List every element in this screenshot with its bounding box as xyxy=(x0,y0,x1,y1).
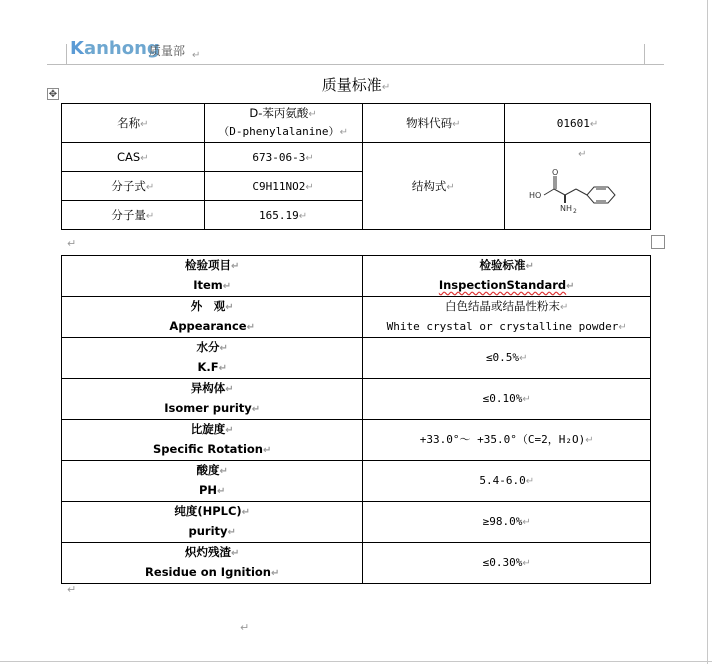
table-resize-handle-icon[interactable] xyxy=(651,235,665,249)
item-name-cell: 炽灼残渣↵ Residue on Ignition↵ xyxy=(62,543,363,584)
header-corner-left xyxy=(66,44,67,64)
code-value-cell: 01601↵ xyxy=(505,104,651,143)
cas-value-cell: 673-06-3↵ xyxy=(204,143,362,172)
amine-subscript: 2 xyxy=(572,208,577,215)
weight-value-cell: 165.19↵ xyxy=(204,201,362,230)
oxygen-label: O xyxy=(551,168,558,177)
item-standard-cell: +33.0°～ +35.0°（C=2，H₂O)↵ xyxy=(363,420,651,461)
material-info-table xyxy=(61,103,651,230)
structure-label-cell: 结构式↵ xyxy=(362,143,505,230)
structure-image-cell: ↵ O HO NH 2 xyxy=(505,143,651,230)
item-standard-cell: ≥98.0%↵ xyxy=(363,502,651,543)
paragraph-mark-icon: ↵ xyxy=(240,621,250,634)
paragraph-mark-icon: ↵ xyxy=(67,237,77,250)
weight-label-cell: 分子量↵ xyxy=(62,201,205,230)
company-logo: Kanhong xyxy=(70,38,160,59)
document-title: 质量标准↵ xyxy=(321,76,391,94)
paragraph-mark-icon: ↵ xyxy=(67,583,77,596)
amine-label: NH xyxy=(559,204,572,213)
header-corner-right xyxy=(644,44,645,64)
item-name-cell: 酸度↵ PH↵ xyxy=(62,461,363,502)
item-name-cell: 比旋度↵ Specific Rotation↵ xyxy=(62,420,363,461)
code-label-cell: 物料代码↵ xyxy=(362,104,505,143)
formula-value-cell: C9H11NO2↵ xyxy=(204,172,362,201)
name-value-cell: D-苯丙氨酸↵ （D-phenylalanine）↵ xyxy=(204,104,362,143)
item-name-cell: 水分↵ K.F↵ xyxy=(62,338,363,379)
item-standard-cell: ≤0.10%↵ xyxy=(363,379,651,420)
page-edge-bottom xyxy=(0,661,712,662)
table-row xyxy=(62,297,651,338)
header-rule xyxy=(47,64,664,65)
item-standard-cell: 5.4-6.0↵ xyxy=(363,461,651,502)
item-standard-cell: ≤0.5%↵ xyxy=(363,338,651,379)
cas-label-cell: CAS↵ xyxy=(62,143,205,172)
specification-table xyxy=(61,255,651,584)
table-move-handle-icon[interactable]: ✥ xyxy=(48,89,58,100)
table-row xyxy=(62,461,651,502)
phenylalanine-structure-icon xyxy=(526,167,630,219)
department-label: 质量部 xyxy=(149,44,186,58)
item-standard-cell: 白色结晶或结晶性粉末↵ White crystal or crystalline powder↵ xyxy=(363,297,651,338)
hydroxyl-label: HO xyxy=(528,191,541,200)
table-row xyxy=(62,379,651,420)
formula-label-cell: 分子式↵ xyxy=(62,172,205,201)
table-row xyxy=(62,338,651,379)
page-edge-right xyxy=(707,0,708,664)
item-name-cell: 外 观↵ Appearance↵ xyxy=(62,297,363,338)
header-standard-cell: 检验标准↵ InspectionStandard↵ xyxy=(363,256,651,297)
header-item-cell: 检验项目↵ Item↵ xyxy=(62,256,363,297)
paragraph-mark-icon: ↵ xyxy=(381,82,391,93)
item-standard-cell: ≤0.30%↵ xyxy=(363,543,651,584)
table-row xyxy=(62,543,651,584)
name-label-cell: 名称↵ xyxy=(62,104,205,143)
table-row xyxy=(62,420,651,461)
item-name-cell: 异构体↵ Isomer purity↵ xyxy=(62,379,363,420)
paragraph-mark-icon: ↵ xyxy=(192,50,201,61)
table-row xyxy=(62,502,651,543)
item-name-cell: 纯度(HPLC)↵ purity↵ xyxy=(62,502,363,543)
